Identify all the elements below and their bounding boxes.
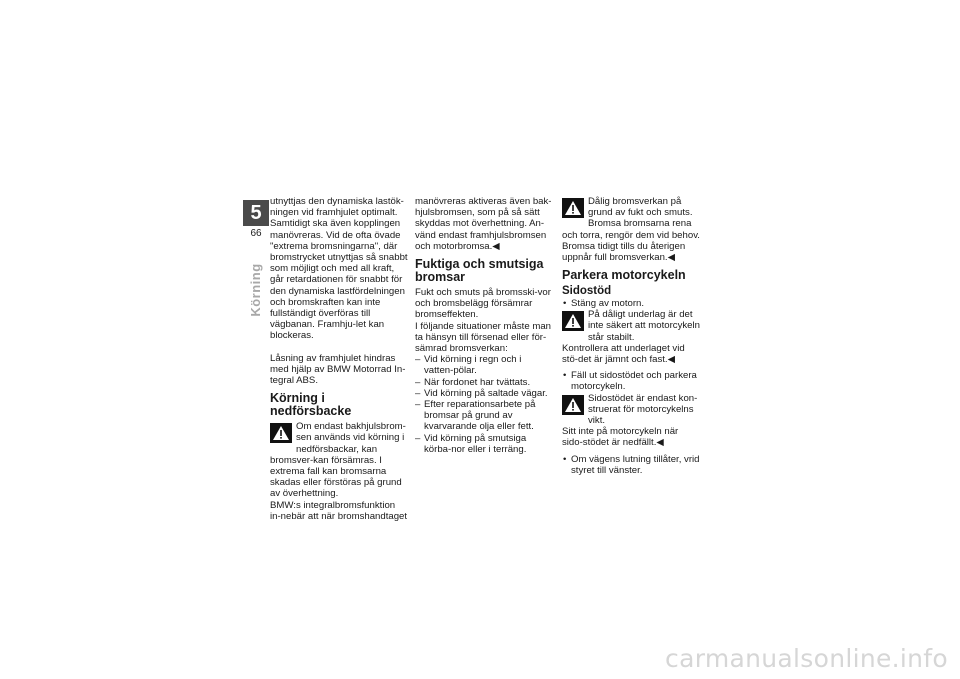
paragraph: BMW:s integralbromsfunktion in-nebär att när bromshandtaget xyxy=(270,499,408,522)
section-heading: Körning i nedförsbacke xyxy=(270,391,352,418)
warning-note xyxy=(562,196,700,218)
warning-triangle-icon xyxy=(562,311,584,331)
section-heading: Parkera motorcykeln xyxy=(562,268,686,283)
list-item: – Efter reparationsarbete på bromsar på grund av kvarvarande olja eller fett. xyxy=(415,399,553,433)
chapter-number-badge: 5 xyxy=(243,200,269,226)
paragraph: utnyttjas den dynamiska lastök-ningen vid framhjulet optimalt. Samtidigt ska även kopplingen manövreras. Vid de ofta övade "extrema bromsningarna", där bromstrycket utnyttjas så snabbt som möjligt och med all kraft, går retardationen för snabbt för den dynamiska lastfördelningen och bromskraften kan inte fullständigt överföras till vägbanan. Framhju-let kan blockeras. xyxy=(270,196,408,342)
column-2 xyxy=(415,196,553,455)
warning-text: På dåligt underlag är det inte säkert att motorcykeln står stabilt. xyxy=(588,309,700,343)
warning-note xyxy=(270,421,408,499)
list-item: – Vid körning i regn och i vatten-pölar. xyxy=(415,354,553,376)
situation-list xyxy=(415,354,553,455)
column-1 xyxy=(270,196,408,522)
warning-triangle-icon xyxy=(562,198,584,218)
bullet-list xyxy=(562,454,700,476)
list-item: – När fordonet har tvättats. xyxy=(415,377,553,388)
warning-text: Sidostödet är endast kon-struerat för motorcykelns vikt. xyxy=(588,392,698,426)
bullet-list xyxy=(562,370,700,392)
warning-triangle-icon xyxy=(270,423,292,443)
paragraph: Bromsa bromsarna rena och torra, rengör dem vid behov. Bromsa tidigt tills du återigen uppnår full bromsverkan.◀ xyxy=(562,218,700,264)
list-item: • Om vägens lutning tillåter, vrid styret till vänster. xyxy=(562,454,700,476)
warning-note xyxy=(562,309,700,343)
subsection-heading: Sidostöd xyxy=(562,284,612,297)
section-heading: Fuktiga och smutsiga bromsar xyxy=(415,257,544,284)
paragraph: Fukt och smuts på bromsski-vor och bromsbelägg försämrar bromseffekten. xyxy=(415,287,551,321)
warning-triangle-icon xyxy=(562,395,584,415)
paragraph: manövreras aktiveras även bak-hjulsbromsen, som på så sätt skyddas mot överhettning. An-vänd endast framhjulsbromsen och motorbromsa.◀ xyxy=(415,196,552,252)
list-item: • Stäng av motorn. xyxy=(562,298,700,309)
warning-note xyxy=(562,393,700,427)
chapter-title-vertical: Körning xyxy=(248,263,263,317)
watermark: carmanualsonline.info xyxy=(665,644,948,673)
paragraph: Låsning av framhjulet hindras med hjälp av BMW Motorrad In-tegral ABS. xyxy=(270,352,406,387)
list-item: • Fäll ut sidostödet och parkera motorcykeln. xyxy=(562,370,700,392)
list-item: – Vid körning på smutsiga körba-nor eller i terräng. xyxy=(415,433,553,455)
list-item: – Vid körning på saltade vägar. xyxy=(415,388,553,399)
paragraph: Kontrollera att underlaget vid stö-det är jämnt och fast.◀ xyxy=(562,342,685,365)
column-3 xyxy=(562,196,700,476)
page-number: 66 xyxy=(250,228,262,239)
paragraph: I följande situationer måste man ta hänsyn till försenad eller för-sämrad bromsverkan: xyxy=(415,320,551,355)
warning-text: Dålig bromsverkan på grund av fukt och smuts. xyxy=(588,196,693,219)
paragraph: Sitt inte på motorcykeln när sido-stödet är nedfällt.◀ xyxy=(562,426,679,449)
bullet-list xyxy=(562,298,700,309)
warning-text: Om endast bakhjulsbrom-sen används vid körning i nedförsbackar, kan bromsver-kan försämras. I extrema fall kan bromsarna skadas eller förstöras på grund av överhettning. xyxy=(270,421,406,500)
